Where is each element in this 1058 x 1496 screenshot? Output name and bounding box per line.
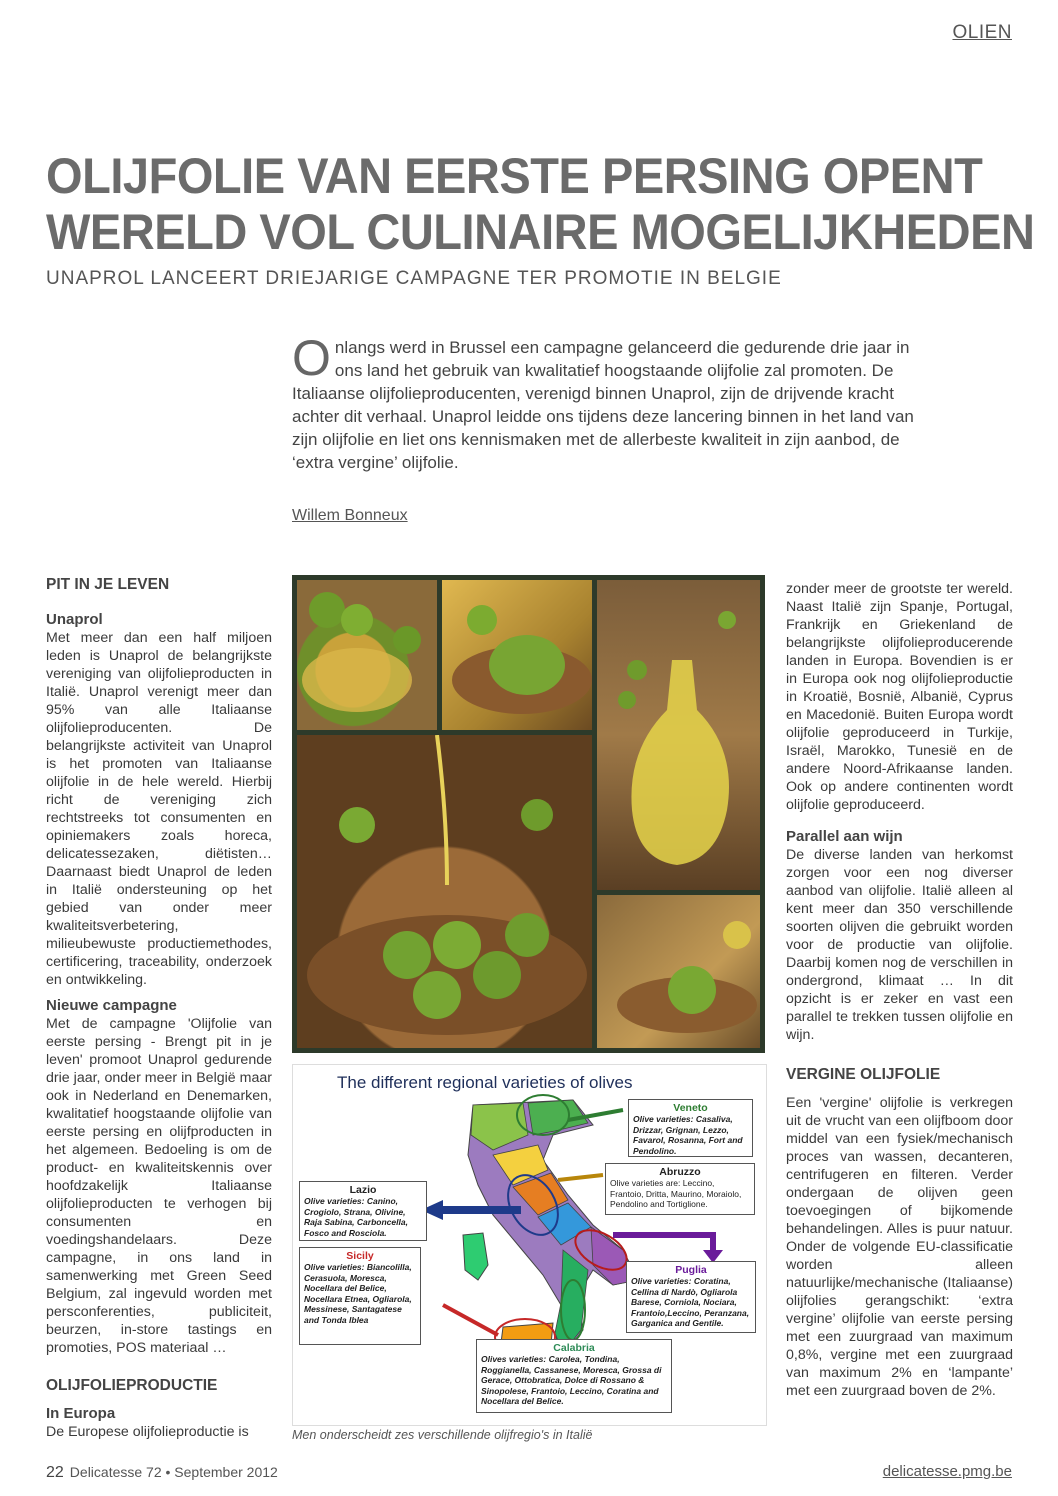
paragraph-nieuwe-campagne: Met de campagne 'Olijfolie van eerste persing - Brengt pit in je leven' promoot Unaprol gedurende drie jaar, onder meer in België maar ook in Nederland en Denemarken, kwalitatief hoogstaande olijfolie van eerste persing en olijfproducten in het algemeen. Bedoeling is om de product- en kwaliteitskennis over hoofdzakelijk Italiaanse olijfolieproducten te verhogen bij consumenten en voedingshandelaars. Deze campagne, in ons land in samenwerking met Green Seed Belgium, zal ingevuld worden met persconferenties, publiciteit, beurzen, in-store tastings en promoties, POS materiaal … [46, 1016, 272, 1356]
photo-olive-wood-spoon [597, 895, 760, 1048]
paragraph-unaprol: Met meer dan een half miljoen leden is Unaprol de belangrijkste vereniging van olijfolieproducten in Italië. Unaprol verenigt meer dan 95% van alle Italiaanse olijfolieproducenten. De belangrijkste activiteit van Unaprol is het promoten van Italiaanse olijfolie in de hele wereld. Hierbij richt de vereniging zich rechtstreeks tot consumenten en opiniemakers zoals horeca, delicatessezaken, diëtisten… Daarnaast biedt Unaprol de leden in Italië ondersteuning op het gebied van onder meer kwaliteitsverbetering, milieubewuste productiemethodes, certificering, traceability, onderzoek en ontwikkeling. [46, 630, 272, 988]
subheading-unaprol: Unaprol [46, 611, 103, 628]
region-name-lazio: Lazio [349, 1184, 377, 1196]
subheading-in-europa: In Europa [46, 1405, 116, 1422]
paragraph-vergine-olijfolie: Een 'vergine' olijfolie is verkregen uit de vrucht van een olijfboom door middel van een fysiek/mechanisch proces van wassen, decanteren, centrifugeren en filteren. Verder ondergaan de olijven geen toevoegingen of bijkomende behandelingen. Alles is puur natuur. Onder de volgende EU-classificatie worden alleen natuurlijke/mechanische (Italiaanse) olijfolies gerangschikt: ‘extra vergine’ olijfolie van eerste persing met een zuurgraad van maximum 0,8%, vergine met een zuurgraad van maximum 2% en ‘lampante’ met een zuurgraad boven de 2%. [786, 1095, 1013, 1399]
region-name-sicily: Sicily [346, 1250, 374, 1262]
region-box-puglia [626, 1261, 756, 1333]
intro-paragraph [292, 330, 932, 474]
olive-varieties-map [292, 1064, 767, 1426]
region-name-puglia: Puglia [675, 1264, 707, 1276]
paragraph-parallel-aan-wijn: De diverse landen van herkomst zorgen voor een nog diverser aanbod van olijfolie. Italië alleen al kent meer dan 350 verschillende soorten olijven die gebruikt worden voor de productie van olijfolie. Daarbij komen nog de verschillen in ondergrond, klimaat … In dit opzicht is er zeker en vast een parallel te trekken tussen olijfolie en wijn. [786, 847, 1013, 1043]
region-name-abruzzo: Abruzzo [659, 1166, 701, 1178]
issue-info: Delicatesse 72 • September 2012 [69, 1464, 278, 1480]
subheading-parallel-aan-wijn: Parallel aan wijn [786, 828, 903, 845]
title-line-2: WERELD VOL CULINAIRE MOGELIJKHEDEN [46, 204, 1035, 260]
paragraph-europa-continued: zonder meer de grootste ter wereld. Naast Italië zijn Spanje, Portugal, Frankrijk en Griekenland de belangrijkste olijfolieproducerende landen in Europa. Bovendien is er in Europa ook nog olijfolieproductie in Kroatië, Bosnië, Albanië, Cyprus en Macedonië. Buiten Europa wordt olijfolie geproduceerd in Turkije, Israël, Marokko, Tunesië en de andere Noord-Afrikaanse landen. Ook op andere continenten wordt olijfolie geproduceerd. [786, 581, 1013, 813]
article-subtitle: UNAPROL LANCEERT DRIEJARIGE CAMPAGNE TER PROMOTIE IN BELGIE [46, 268, 782, 289]
subheading-nieuwe-campagne: Nieuwe campagne [46, 997, 177, 1014]
region-name-calabria: Calabria [553, 1342, 595, 1354]
section-tag: OLIEN [952, 22, 1012, 43]
intro-text: nlangs werd in Brussel een campagne gelanceerd die gedurende drie jaar in ons land het gebruik van kwalitatief hoogstaande olijfolie zal promoten. De Italiaanse olijfolieproducenten, verenigd binnen Unaprol, zijn de drijvende kracht achter dit verhaal. Unaprol leidde ons tijdens deze lancering binnen in het land van zijn olijfolie en liet ons kennismaken met de allerbeste kwaliteit in zijn aanbod, de ‘extra vergine’ olijfolie. [292, 338, 914, 472]
paragraph-in-europa: De Europese olijfolieproductie is [46, 1424, 249, 1440]
region-name-veneto: Veneto [673, 1102, 708, 1114]
region-varieties-sicily: Olive varieties: Biancolilla, Cerasuola, Moresca, Nocellara del Belice, Nocellara Etnea, Ogliarola, Messinese, Santagatese and Tonda Iblea [304, 1262, 412, 1325]
photo-oil-bowl [297, 580, 437, 730]
map-caption: Men onderscheidt zes verschillende olijfregio's in Italië [292, 1428, 593, 1442]
drop-cap: O [292, 330, 331, 386]
footer-website-link[interactable]: delicatesse.pmg.be [882, 1463, 1012, 1480]
region-varieties-lazio: Olive varieties: Canino, Crogiolo, Strana, Olivine, Raja Sabina, Carboncella, Fosco and Rosciola. [304, 1196, 408, 1238]
author-byline: Willem Bonneux [292, 507, 408, 524]
left-column [46, 576, 272, 1449]
heading-olijfolieproductie: OLIJFOLIEPRODUCTIE [46, 1377, 218, 1394]
footer-page-info [46, 1464, 278, 1482]
article-title [46, 148, 1035, 260]
photo-olive-spoon [442, 580, 592, 730]
map-title: The different regional varieties of olives [337, 1073, 633, 1092]
region-varieties-puglia: Olive varieties: Coratina, Cellina di Nardò, Ogliarola Barese, Corniola, Nociara, Frantoio,Leccino, Peranzana, Garganica and Gentile. [631, 1276, 750, 1328]
region-box-abruzzo [605, 1163, 755, 1215]
region-box-lazio [299, 1181, 427, 1241]
right-column [786, 580, 1013, 1408]
heading-pit-in-je-leven: PIT IN JE LEVEN [46, 576, 170, 593]
photo-olives-pouring [297, 735, 592, 1048]
heading-vergine-olijfolie: VERGINE OLIJFOLIE [786, 1066, 941, 1083]
title-line-1: OLIJFOLIE VAN EERSTE PERSING OPENT [46, 148, 983, 204]
region-box-veneto [628, 1099, 753, 1157]
page-number: 22 [46, 1464, 64, 1481]
region-varieties-veneto: Olive varieties: Casaliva, Drizzar, Grignan, Lezzo, Favarol, Rosanna, Fort and Pendolino. [633, 1114, 743, 1156]
region-varieties-calabria: Olives varieties: Carolea, Tondina, Roggianella, Cassanese, Moresca, Grossa di Gerace, Ottobratica, Dolce di Rossano & Sinopolese, Frantoio, Leccino, Coratina and Nocellara del Belice. [481, 1354, 662, 1406]
region-box-calabria [476, 1339, 672, 1413]
region-box-sicily [299, 1247, 421, 1345]
photo-oil-jug [597, 580, 760, 890]
region-varieties-abruzzo: Olive varieties are: Leccino, Frantoio, Dritta, Maurino, Moraiolo, Pendolino and Tortiglione. [610, 1178, 742, 1209]
olive-photo-collage [292, 575, 765, 1053]
